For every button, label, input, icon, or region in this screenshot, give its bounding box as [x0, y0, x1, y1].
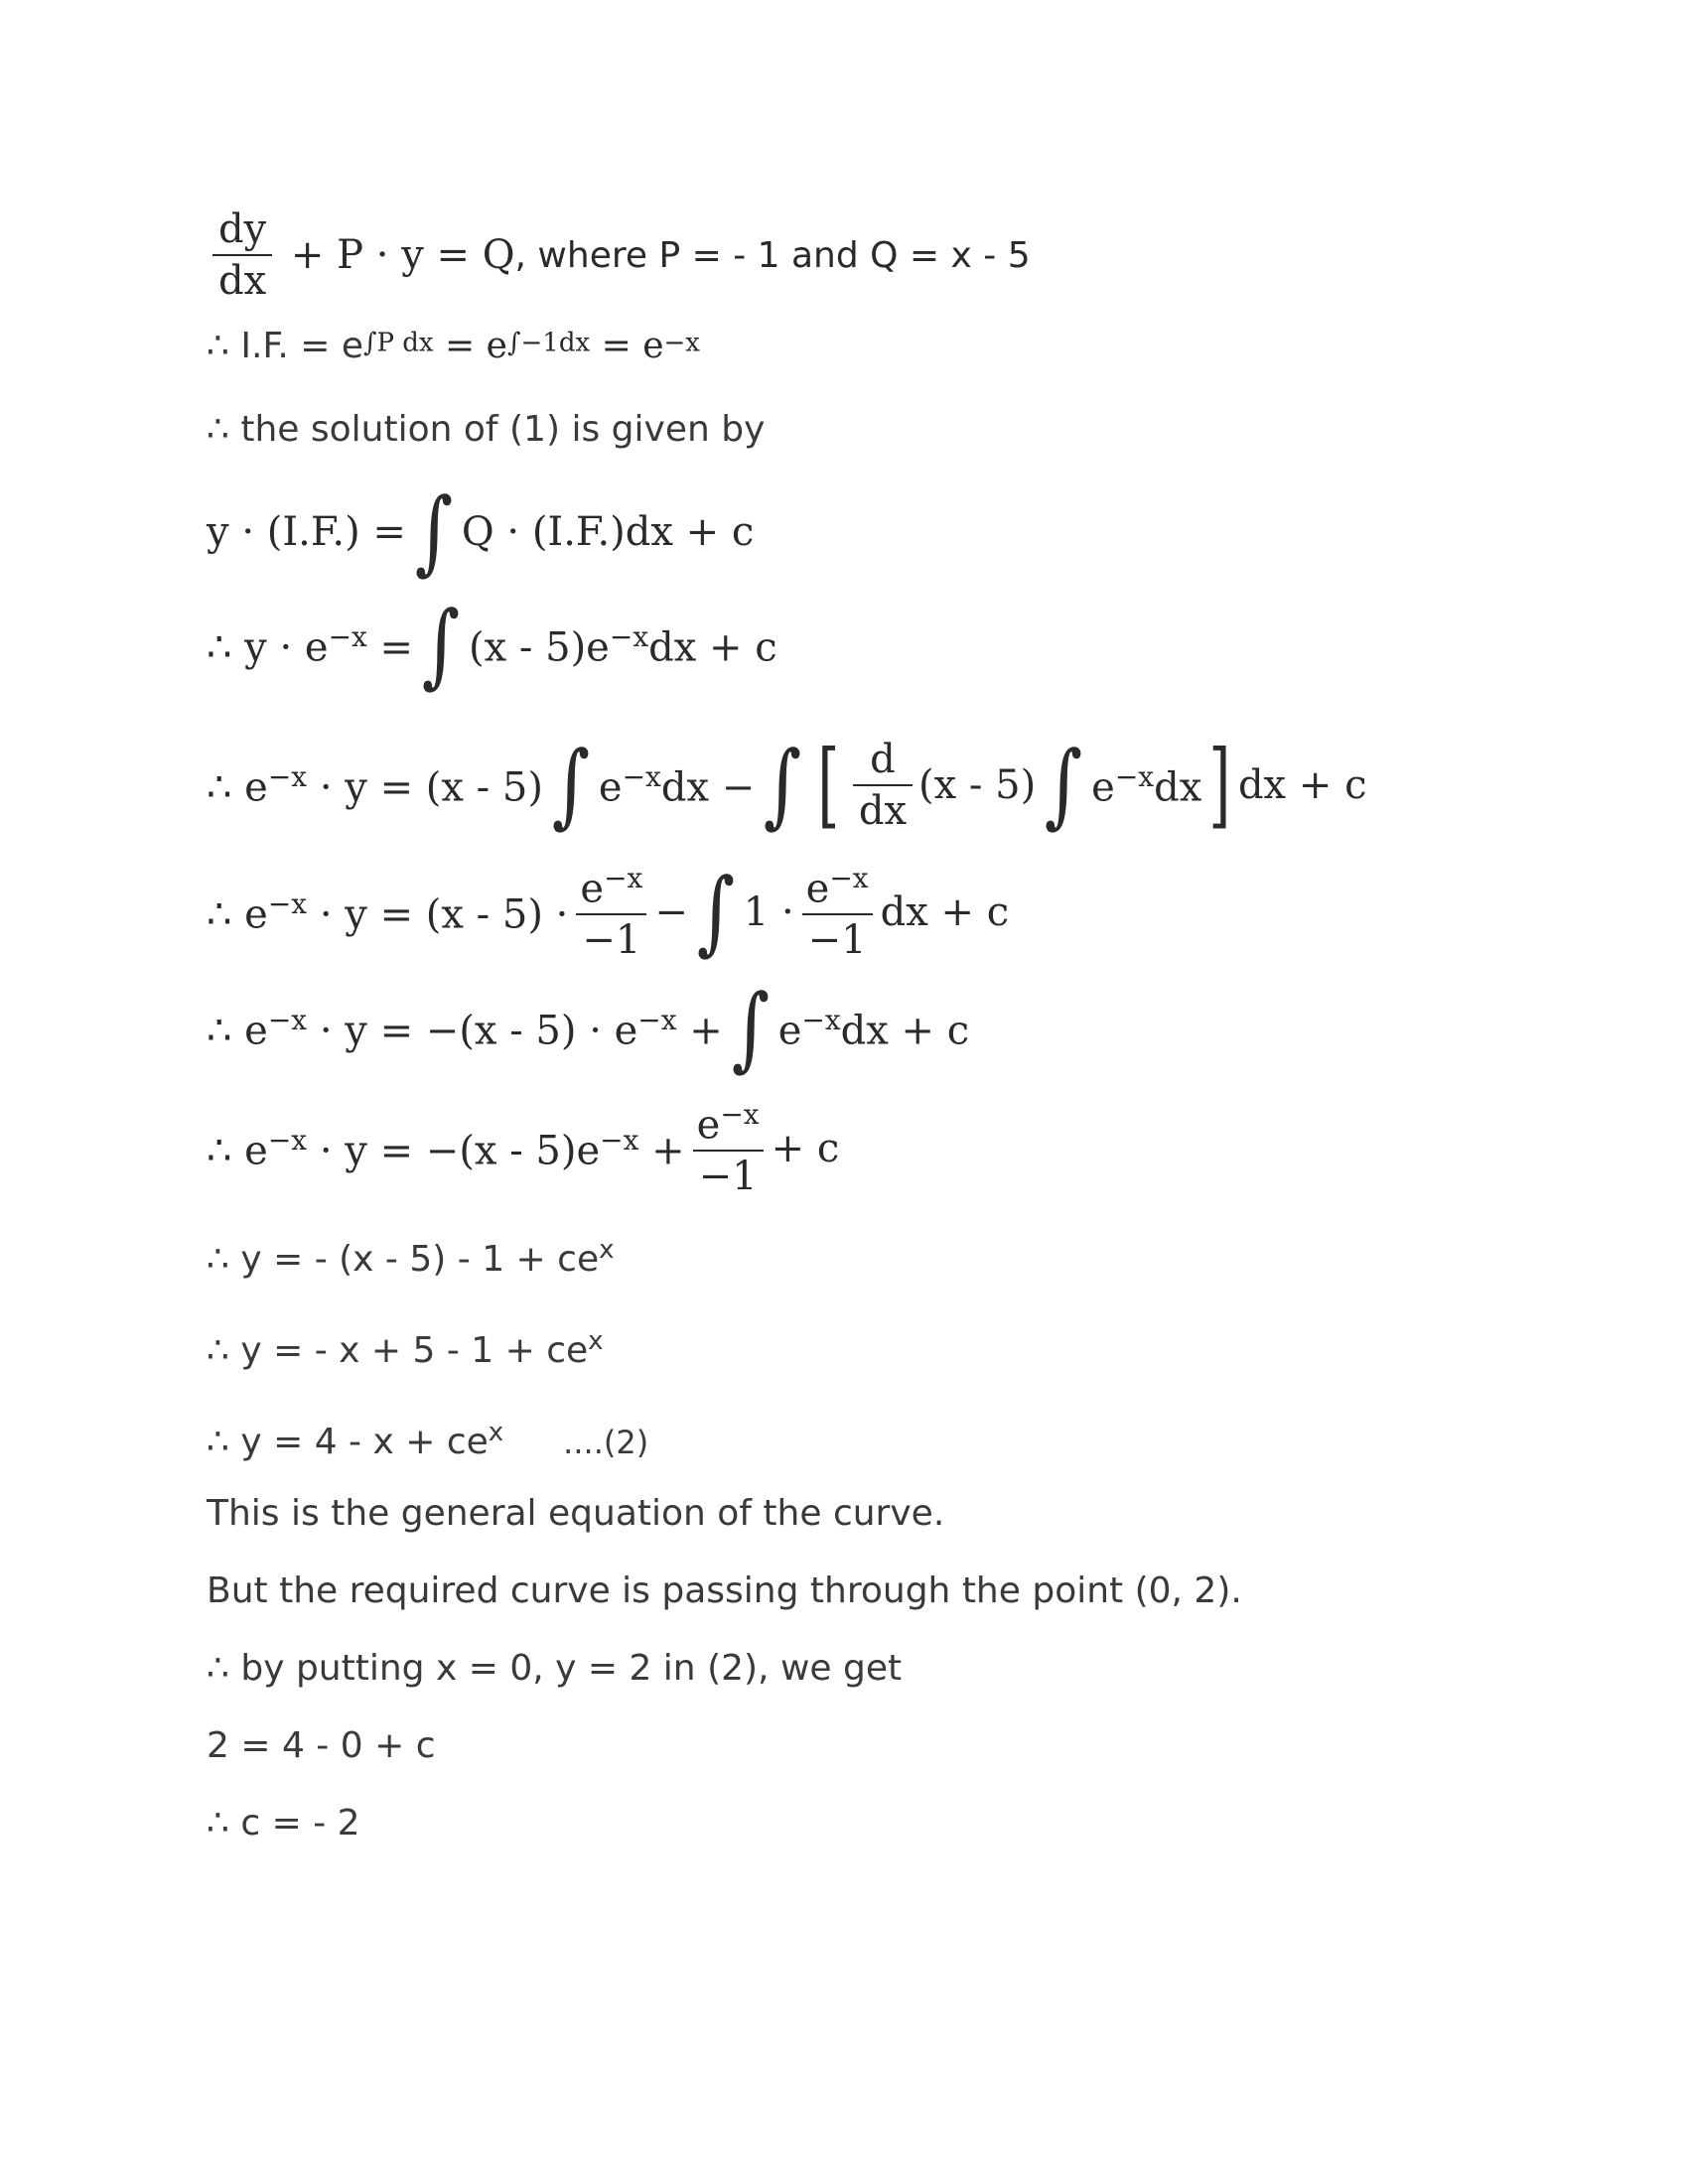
step4-exp2: −x [600, 1123, 639, 1157]
equation-linear-form [207, 208, 1031, 302]
step3-text: · y = −(x - 5) · e [307, 1008, 638, 1054]
if-exponent-2: ∫−1dx [506, 328, 591, 358]
if-exponent-1: ∫P dx [362, 328, 434, 358]
if-mid: = e [433, 326, 507, 366]
step4-text: · y = −(x - 5)e [307, 1128, 601, 1174]
step2-e: ∴ e [207, 891, 268, 938]
step2-lhs [207, 887, 568, 937]
step3-plus: + [676, 1008, 723, 1054]
step3-lhs [207, 1004, 723, 1053]
substitution-result: 2 = 4 - 0 + c [207, 1725, 436, 1766]
general-equation [207, 1418, 648, 1462]
fraction-numerator [800, 864, 875, 913]
integral-sign: ∫ [696, 859, 735, 966]
fraction-denominator: −1 [576, 913, 646, 961]
step5-exp: x [599, 1235, 615, 1265]
ibp-f-exp: −x [1114, 759, 1155, 793]
equation-tag: ....(2) [563, 1424, 649, 1461]
step6-text: ∴ y = - x + 5 - 1 + ce [207, 1330, 589, 1371]
substitution-note: ∴ by putting x = 0, y = 2 in (2), we get [207, 1648, 903, 1689]
fraction-denominator: dx [212, 254, 272, 302]
num-exp: −x [604, 862, 643, 894]
step1-lhs-exp: −x [328, 619, 367, 653]
fraction-denominator: −1 [802, 913, 873, 961]
step4-end: + c [771, 1126, 840, 1172]
right-bracket: ] [1208, 731, 1231, 839]
constant-value: ∴ c = - 2 [207, 1803, 360, 1843]
fraction-numerator [691, 1100, 766, 1150]
ibp-e-text: (x - 5) [918, 762, 1037, 808]
step5-text: ∴ y = - (x - 5) - 1 + ce [207, 1239, 600, 1280]
ibp-c: e [598, 764, 623, 811]
fraction-denominator: dx [853, 784, 913, 832]
step3-d-exp: −x [801, 1003, 841, 1036]
solution-step-4 [207, 1098, 840, 1200]
step1-rhs-exp: −x [609, 619, 649, 653]
ibp-first-integrand [599, 760, 755, 810]
formula-lhs: y · (I.F.) = [207, 509, 406, 555]
fraction-e-over-minus-1 [574, 862, 648, 964]
general-eq-text: ∴ y = 4 - x + ce [207, 1422, 489, 1462]
ibp-h: dx + c [1237, 762, 1367, 808]
integral-sign: ∫ [551, 732, 591, 838]
solution-step-6 [207, 1326, 604, 1371]
step3-end: dx + c [840, 1008, 970, 1054]
fraction-d-dx [853, 739, 913, 832]
solution-step-5 [207, 1235, 614, 1280]
ibp-e: ∴ e [207, 764, 268, 811]
ibp-d: dx − [660, 764, 756, 811]
num-e: e [580, 866, 605, 912]
step3-exp: −x [267, 1003, 308, 1036]
step1-lhs [207, 620, 413, 670]
ibp-text: · y = (x - 5) [307, 764, 543, 811]
step2-end: dx + c [880, 889, 1010, 936]
general-equation-note: This is the general equation of the curve. [207, 1493, 945, 1534]
solution-step-1 [207, 592, 777, 698]
ibp-lhs [207, 760, 543, 810]
integral-sign: ∫ [1045, 732, 1083, 838]
integral-sign: ∫ [731, 975, 770, 1081]
ibp-f: e [1091, 764, 1115, 811]
curve-point-note: But the required curve is passing through the point (0, 2). [207, 1570, 1242, 1611]
ibp-c-exp: −x [622, 759, 661, 793]
num-e: e [696, 1102, 721, 1149]
fraction-e-over-minus-1 [800, 862, 875, 964]
if-end: = e [590, 326, 664, 366]
general-solution-formula [207, 478, 755, 585]
left-bracket: [ [817, 731, 840, 839]
step3-d: e [777, 1008, 802, 1054]
num-exp: −x [829, 862, 869, 894]
step4-exp: −x [267, 1123, 308, 1157]
if-prefix: ∴ I.F. = e [207, 326, 363, 366]
fraction-numerator: dy [218, 206, 267, 252]
equation-rest: + P · y = Q [290, 232, 515, 278]
solution-step-2 [207, 859, 1010, 966]
integral-sign: ∫ [764, 732, 802, 838]
fraction-numerator: d [870, 737, 896, 782]
solution-intro: ∴ the solution of (1) is given by [207, 409, 766, 450]
fraction-dy-dx [212, 208, 272, 302]
step2-one: 1 · [743, 889, 794, 936]
num-exp: −x [720, 1098, 760, 1131]
ibp-inner-integrand [1091, 760, 1201, 810]
step3-e: ∴ e [207, 1008, 268, 1054]
fraction-e-over-minus-1 [691, 1098, 766, 1200]
integration-by-parts-line [207, 731, 1367, 839]
step1-rhs-text: (x - 5)e [469, 624, 610, 671]
step4-e: ∴ e [207, 1128, 268, 1174]
step3-integrand [778, 1004, 969, 1053]
if-exponent-3: −x [663, 328, 700, 358]
fraction-numerator [574, 864, 648, 913]
num-e: e [805, 866, 830, 912]
step4-lhs [207, 1124, 685, 1173]
integral-sign: ∫ [414, 478, 454, 585]
solution-step-3 [207, 975, 970, 1081]
equation-where-text: , where P = - 1 and Q = x - 5 [514, 234, 1031, 276]
step2-exp: −x [267, 887, 308, 920]
step1-lhs-text: ∴ y · e [207, 624, 329, 671]
step2-text: · y = (x - 5) · [307, 891, 569, 938]
step3-exp2: −x [637, 1003, 677, 1036]
fraction-denominator: −1 [693, 1150, 764, 1197]
ibp-exp: −x [267, 759, 308, 793]
step2-minus: − [654, 889, 688, 936]
step1-rhs-end: dx + c [648, 624, 777, 671]
formula-rhs: Q · (I.F.)dx + c [461, 509, 755, 555]
step1-rhs [469, 620, 777, 670]
general-eq-exp: x [488, 1418, 504, 1447]
ibp-g: dx [1154, 764, 1202, 811]
integrating-factor-line [207, 326, 700, 366]
step4-plus: + [638, 1128, 685, 1174]
step1-equals: = [366, 624, 414, 671]
integral-sign: ∫ [421, 592, 461, 698]
step6-exp: x [588, 1326, 604, 1356]
